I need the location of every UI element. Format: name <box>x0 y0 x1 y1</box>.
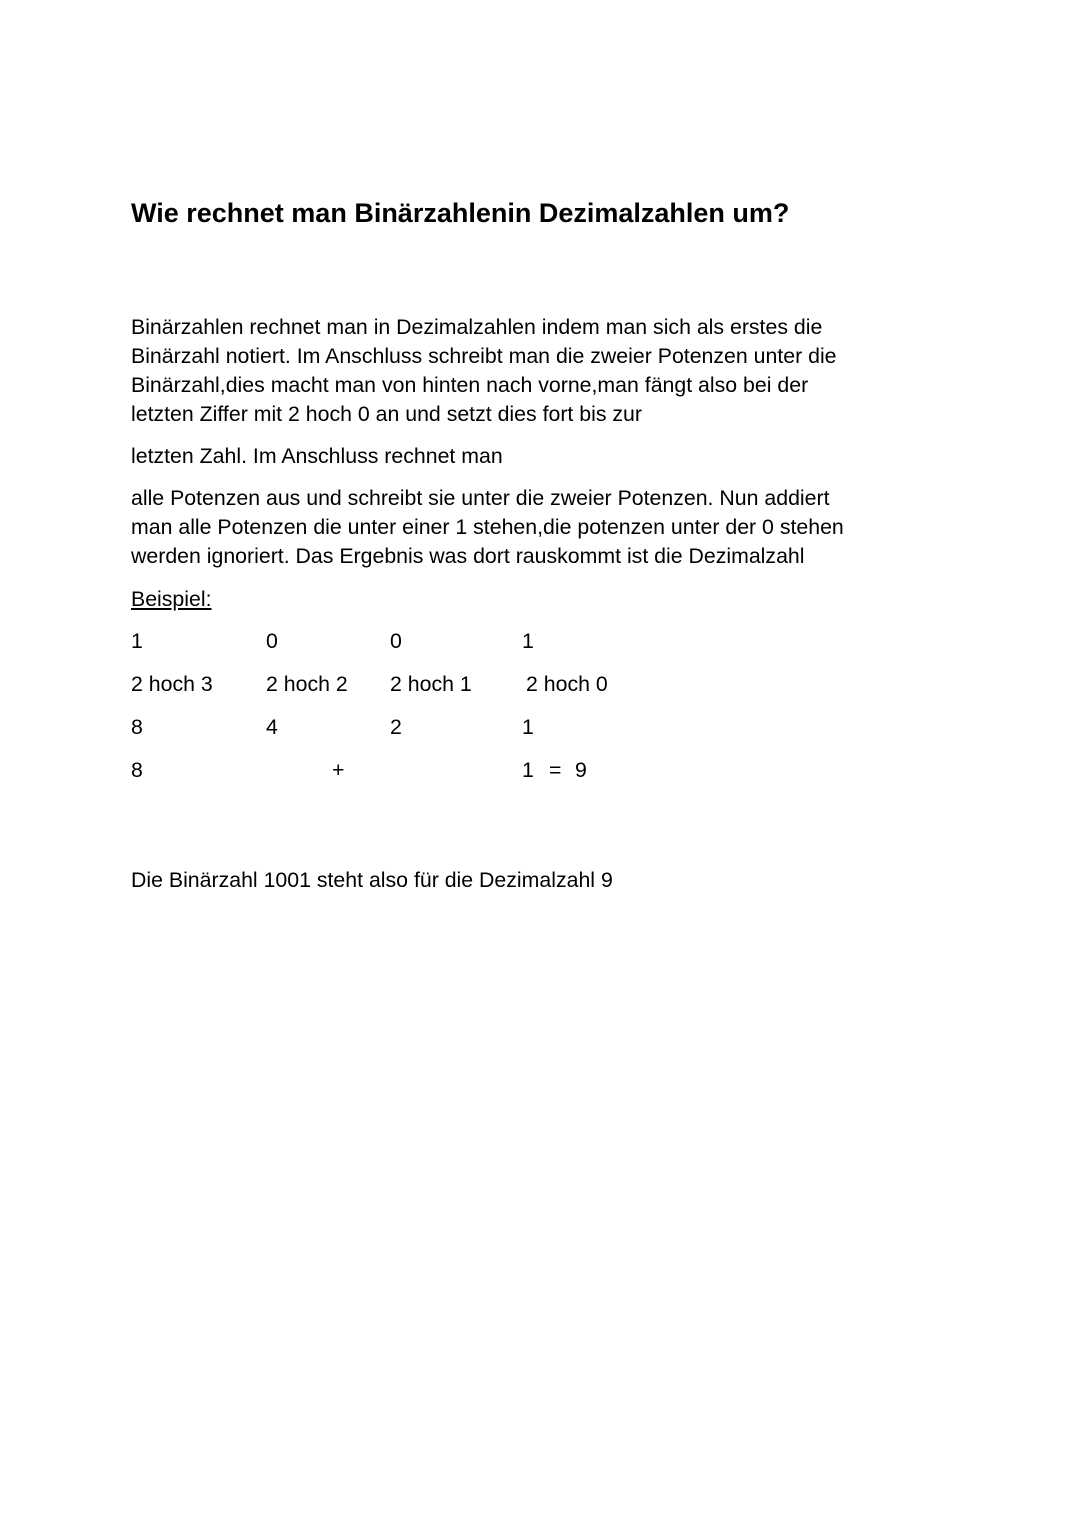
paragraph-continuation: letzten Zahl. Im Anschluss rechnet man <box>131 444 503 468</box>
page-title: Wie rechnet man Binärzahlenin Dezimalzahlen um? <box>131 198 790 228</box>
digit-cell: 0 <box>390 629 402 653</box>
sum-plus: + <box>332 758 345 782</box>
sum-last: 1 <box>522 758 534 782</box>
power-cell: 2 hoch 2 <box>266 672 348 696</box>
value-cell: 2 <box>390 715 402 739</box>
digit-cell: 1 <box>131 629 143 653</box>
example-heading: Beispiel: <box>131 587 212 611</box>
paragraph-explanation <box>131 484 844 571</box>
paragraph-line: Binärzahl notiert. Im Anschluss schreibt man die zweier Potenzen unter die <box>131 344 837 368</box>
paragraph-line: man alle Potenzen die unter einer 1 stehen,die potenzen unter der 0 stehen <box>131 515 844 539</box>
paragraph-line: Binärzahlen rechnet man in Dezimalzahlen indem man sich als erstes die <box>131 315 823 339</box>
power-cell: 2 hoch 1 <box>390 672 472 696</box>
sum-equals: = <box>549 758 562 782</box>
paragraph-line: werden ignoriert. Das Ergebnis was dort rauskommt ist die Dezimalzahl <box>131 544 805 568</box>
paragraph-line: Binärzahl,dies macht man von hinten nach vorne,man fängt also bei der <box>131 373 809 397</box>
digit-cell: 0 <box>266 629 278 653</box>
paragraph-intro <box>131 313 837 429</box>
conclusion-text: Die Binärzahl 1001 steht also für die Dezimalzahl 9 <box>131 868 613 892</box>
power-cell: 2 hoch 3 <box>131 672 213 696</box>
value-cell: 1 <box>522 715 534 739</box>
paragraph-line: letzten Ziffer mit 2 hoch 0 an und setzt dies fort bis zur <box>131 402 642 426</box>
sum-first: 8 <box>131 758 143 782</box>
digit-cell: 1 <box>522 629 534 653</box>
sum-result: 9 <box>575 758 587 782</box>
value-cell: 8 <box>131 715 143 739</box>
power-cell: 2 hoch 0 <box>526 672 608 696</box>
paragraph-line: alle Potenzen aus und schreibt sie unter die zweier Potenzen. Nun addiert <box>131 486 830 510</box>
value-cell: 4 <box>266 715 278 739</box>
